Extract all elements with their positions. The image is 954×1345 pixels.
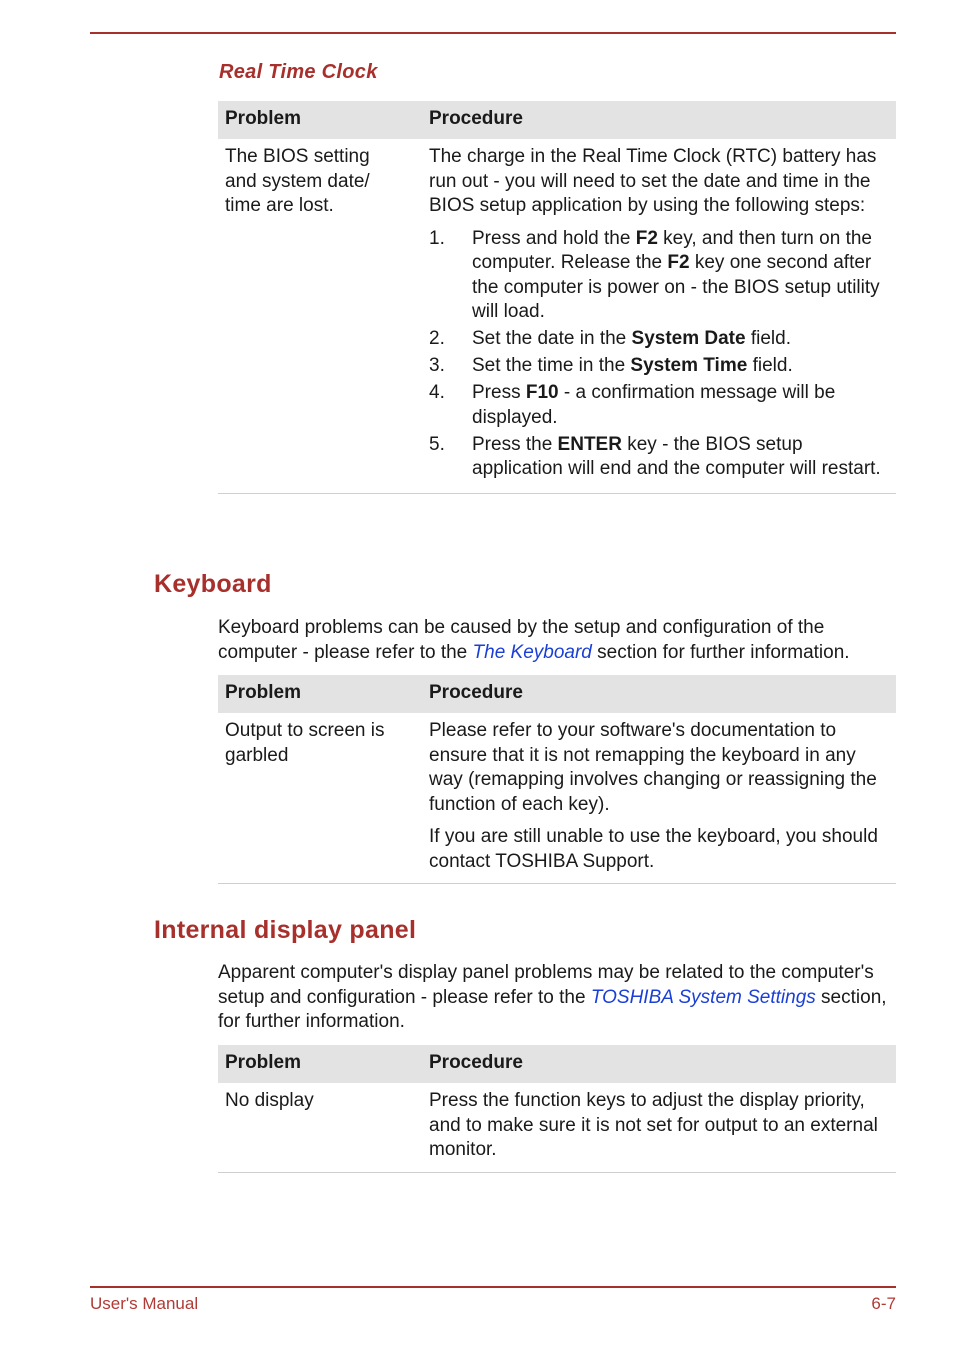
step-text: Press F10 - a confirmation message will be displayed. xyxy=(472,382,836,428)
step-number: 3. xyxy=(429,355,445,376)
list-item xyxy=(429,381,889,430)
problem-cell: No display xyxy=(218,1083,422,1172)
steps-list xyxy=(429,227,889,482)
step-text: Set the date in the System Date field. xyxy=(472,328,791,349)
list-item xyxy=(429,354,889,379)
keyboard-table xyxy=(218,675,896,884)
col-header-problem: Problem xyxy=(218,1045,422,1083)
step-number: 4. xyxy=(429,382,445,403)
procedure-paragraph: Press the function keys to adjust the display priority, and to make sure it is not set for output to an external monitor. xyxy=(429,1090,878,1160)
procedure-paragraph: Please refer to your software's documentation to ensure that it is not remapping the keyboard in any way (remapping involves changing or reassigning the function of each key). xyxy=(429,720,877,815)
table-header-row xyxy=(218,675,896,713)
col-header-procedure: Procedure xyxy=(422,1045,896,1083)
section-title-internal-display-panel: Internal display panel xyxy=(154,916,417,944)
step-text: Press the ENTER key - the BIOS setup application will end and the computer will restart. xyxy=(472,433,881,479)
keyboard-intro: Keyboard problems can be caused by the setup and configuration of the computer - please refer to the The Keyboard section for further information. xyxy=(218,617,850,663)
procedure-cell xyxy=(422,1083,896,1172)
header-rule xyxy=(90,32,896,34)
step-text: Set the time in the System Time field. xyxy=(472,355,793,376)
section-title-real-time-clock: Real Time Clock xyxy=(219,61,378,83)
table-header-row xyxy=(218,101,896,139)
procedure-cell xyxy=(422,713,896,884)
procedure-paragraph: If you are still unable to use the keyboard, you should contact TOSHIBA Support. xyxy=(429,826,878,872)
link-toshiba-system-settings[interactable]: TOSHIBA System Settings xyxy=(590,986,816,1008)
footer-page-number: 6-7 xyxy=(871,1294,896,1313)
step-number: 1. xyxy=(429,227,445,249)
table-row xyxy=(218,1083,896,1172)
link-the-keyboard[interactable]: The Keyboard xyxy=(472,641,592,663)
col-header-problem: Problem xyxy=(218,101,422,139)
step-text: Press and hold the F2 key, and then turn on the computer. Release the F2 key one second after the computer is power on - the BIOS setup utility will load. xyxy=(472,227,880,322)
procedure-cell xyxy=(422,139,896,494)
col-header-procedure: Procedure xyxy=(422,101,896,139)
table-header-row xyxy=(218,1045,896,1083)
display-table xyxy=(218,1045,896,1173)
list-item xyxy=(429,327,889,352)
list-item xyxy=(429,227,889,325)
section-title-keyboard: Keyboard xyxy=(154,570,272,598)
table-row xyxy=(218,713,896,884)
col-header-procedure: Procedure xyxy=(422,675,896,713)
step-number: 5. xyxy=(429,433,445,455)
footer-rule xyxy=(90,1286,896,1288)
footer-manual-title: User's Manual xyxy=(90,1294,199,1313)
table-row xyxy=(218,139,896,494)
procedure-intro: The charge in the Real Time Clock (RTC) battery has run out - you will need to set the date and time in the BIOS setup application by using the following steps: xyxy=(429,146,877,216)
step-number: 2. xyxy=(429,328,445,349)
col-header-problem: Problem xyxy=(218,675,422,713)
rtc-table xyxy=(218,101,896,494)
problem-cell: The BIOS setting and system date/ time are lost. xyxy=(218,139,422,494)
list-item xyxy=(429,433,889,482)
display-intro: Apparent computer's display panel problems may be related to the computer's setup and configuration - please refer to the TOSHIBA System Settings section, for further information. xyxy=(218,962,887,1032)
problem-cell: Output to screen is garbled xyxy=(218,713,422,884)
